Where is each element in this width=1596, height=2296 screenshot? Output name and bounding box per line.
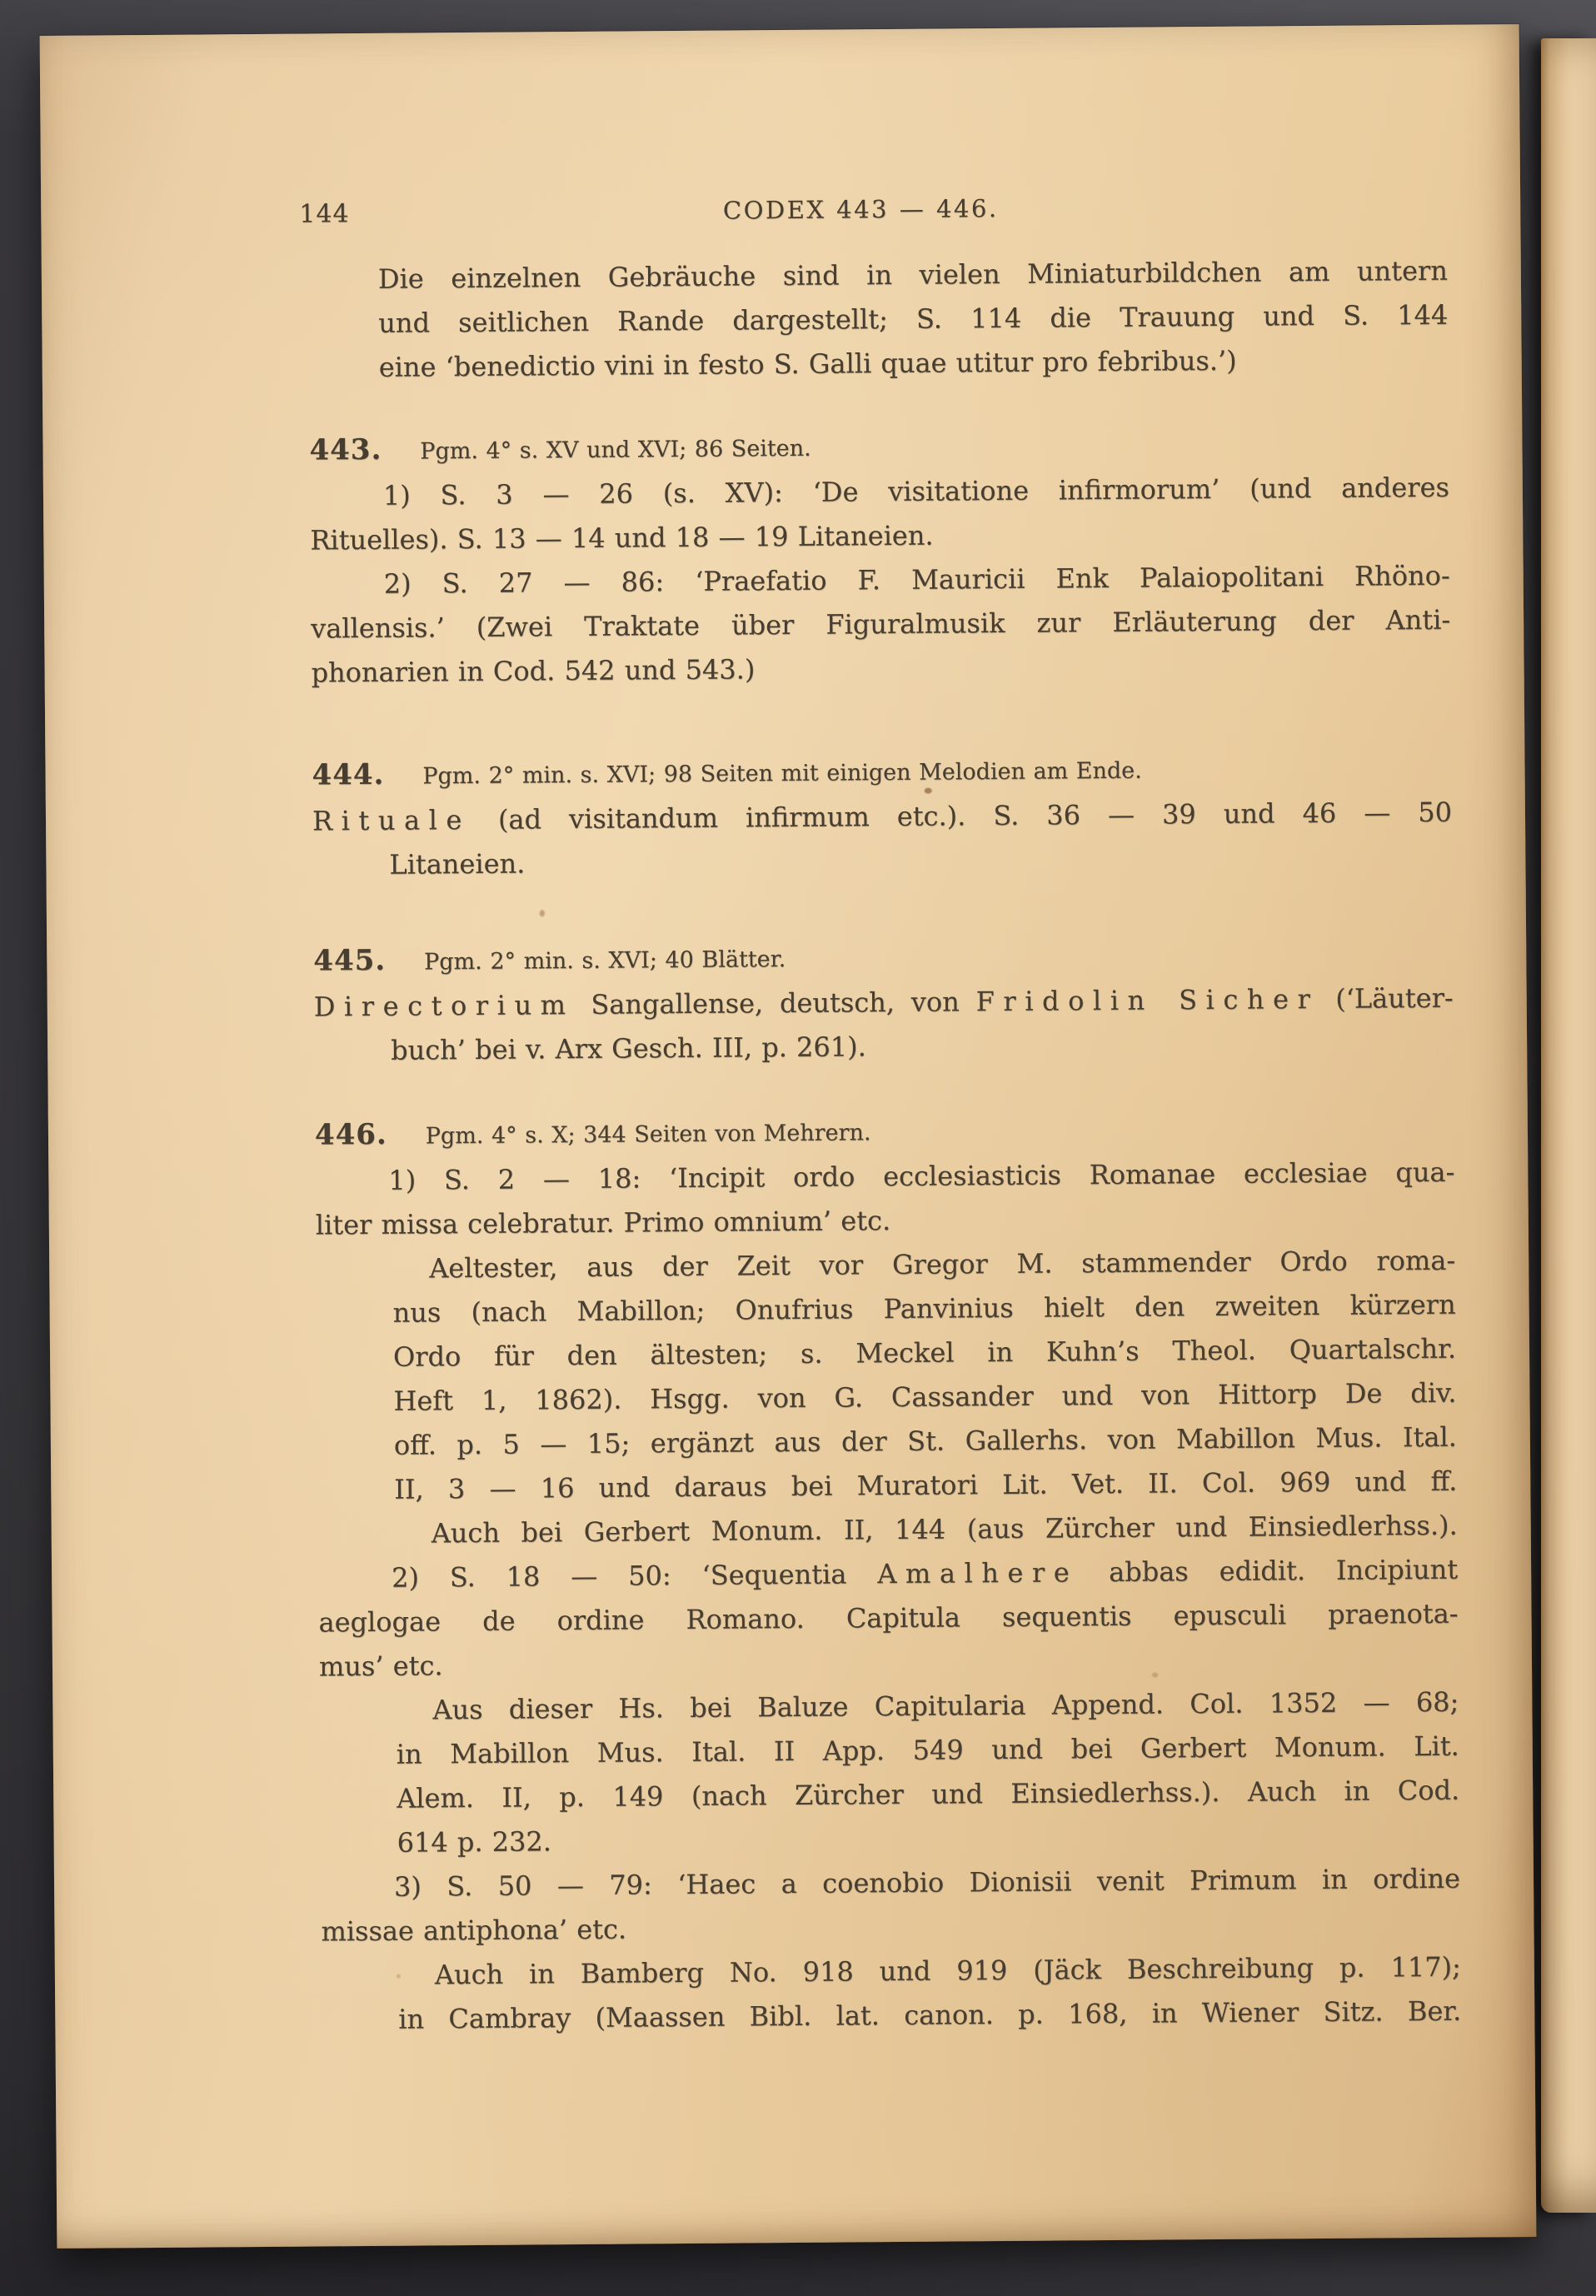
entry-number: 446. (314, 1117, 387, 1152)
text-segment: aeglogae de ordine Romano. Capitula sequentis epusculi praenota- (318, 1597, 1459, 1639)
catalog-entry (309, 420, 1450, 696)
text-line (379, 337, 1449, 390)
text-line (389, 835, 1452, 887)
text-segment: Heft 1, 1862). Hsgg. von G. Cassander und von Hittorp De div. (393, 1376, 1457, 1417)
entry-meta: Pgm. 4° s. X; 344 Seiten von Mehrern. (425, 1120, 871, 1150)
text-line (378, 293, 1448, 346)
page-number: 144 (299, 199, 350, 229)
text-segment: abbas edidit. Incipiunt (1078, 1553, 1459, 1589)
entry-lines (315, 1150, 1461, 2043)
letterspaced-text: Rituale (312, 803, 471, 837)
text-segment: vallensis.’ (Zwei Traktate über Figuralmusik zur Erläuterung der Anti- (311, 603, 1451, 645)
text-line (429, 1239, 1455, 1291)
letterspaced-text: Fridolin Sicher (975, 982, 1319, 1018)
text-line (398, 1989, 1461, 2042)
catalog-entry (312, 745, 1452, 888)
text-segment: Rituelles). S. 13 — 14 und 18 — 19 Litaneien. (310, 519, 934, 557)
text-segment: (ad visitandum infirmum etc.). S. 36 — 39 und 46 — 50 (470, 796, 1453, 836)
text-line (314, 976, 1454, 1030)
text-line (435, 1945, 1461, 1998)
text-line (391, 1021, 1454, 1073)
text-line (383, 466, 1449, 518)
intro-paragraph (308, 249, 1449, 391)
text-segment: 2) S. 27 — 86: ‘Praefatio F. Mauricii Enk Palaiopolitani Rhöno- (383, 559, 1450, 600)
text-line (311, 642, 1450, 696)
text-segment: in Mabillon Mus. Ital. II App. 549 und bei Gerbert Monum. Lit. (396, 1729, 1459, 1770)
text-segment: 614 p. 232. (397, 1825, 552, 1859)
entry-meta: Pgm. 2° min. s. XVI; 98 Seiten mit einigen Melodien am Ende. (422, 757, 1142, 790)
text-segment: nus (nach Mabillon; Onufrius Panvinius hielt den zweiten kürzern (392, 1288, 1456, 1329)
text-line (318, 1592, 1458, 1645)
text-segment: liter missa celebratur. Primo omnium’ etc. (315, 1205, 891, 1241)
text-segment: (‘Läuter- (1319, 981, 1454, 1015)
entry-lines (312, 791, 1453, 888)
entry-number: 445. (313, 943, 387, 978)
entry-meta: Pgm. 2° min. s. XVI; 40 Blätter. (424, 946, 786, 976)
text-segment: mus’ etc. (318, 1650, 443, 1683)
text-line (388, 1150, 1454, 1203)
text-segment: 2) S. 18 — 50: ‘Sequentia (391, 1558, 878, 1594)
text-segment: und seitlichen Rande dargestellt; S. 114 die Trauung und S. 144 (378, 298, 1449, 339)
text-segment: Ordo für den ältesten; s. Meckel in Kuhn’s Theol. Quartalschr. (392, 1332, 1457, 1373)
entry-number: 444. (312, 757, 385, 792)
text-segment: buch’ bei v. Arx Gesch. III, p. 261). (391, 1031, 866, 1066)
page-header (299, 183, 1447, 237)
text-segment: 1) S. 3 — 26 (s. XV): ‘De visitatione infirmorum’ (und anderes (382, 471, 1450, 512)
running-title: CODEX 443 — 446. (722, 193, 999, 225)
text-line (432, 1680, 1459, 1733)
text-segment: missae antiphona’ etc. (321, 1913, 627, 1948)
text-line (397, 1769, 1459, 1821)
entry-lines (314, 976, 1454, 1074)
catalog-entry (315, 1105, 1462, 2043)
text-segment: in Cambray (Maassen Bibl. lat. canon. p. 168, in Wiener Sitz. Ber. (398, 1994, 1462, 2035)
book-page (40, 24, 1537, 2249)
text-segment: II, 3 — 16 und daraus bei Muratori Lit. Vet. II. Col. 969 und ff. (394, 1465, 1458, 1505)
entry-lines (310, 466, 1451, 696)
text-line (312, 791, 1452, 844)
letterspaced-text: Amalhere (877, 1556, 1079, 1590)
text-line (394, 1857, 1460, 1909)
text-segment: Aus dieser Hs. bei Baluze Capitularia Append. Col. 1352 — 68; (432, 1685, 1459, 1726)
catalog-entry (313, 931, 1454, 1074)
page-content (299, 183, 1462, 2043)
text-segment: Alem. II, p. 149 (nach Zürcher und Einsiedlerhss.). Auch in Cod. (397, 1774, 1460, 1814)
text-segment: 1) S. 2 — 18: ‘Incipit ordo ecclesiasticis Romanae ecclesiae qua- (388, 1155, 1455, 1196)
letterspaced-text: Directorium (313, 989, 575, 1023)
text-segment: Aeltester, aus der Zeit vor Gregor M. stammender Ordo roma- (429, 1244, 1456, 1285)
text-segment: off. p. 5 — 15; ergänzt aus der St. Gallerhs. von Mabillon Mus. Ital. (393, 1420, 1458, 1461)
text-segment: Auch in Bamberg No. 918 und 919 (Jäck Beschreibung p. 117); (434, 1950, 1462, 1991)
text-line (311, 598, 1450, 651)
text-segment: phonarien in Cod. 542 und 543.) (311, 653, 756, 689)
text-segment: 3) S. 50 — 79: ‘Haec a coenobio Dionisii venit Primum in ordine (393, 1862, 1461, 1903)
text-line (431, 1504, 1458, 1556)
text-segment: Auch bei Gerbert Monum. II, 144 (aus Zürcher und Einsiedlerhss.). (431, 1509, 1458, 1550)
text-segment: Litaneien. (389, 847, 526, 881)
next-page-edge (1541, 38, 1596, 2213)
text-segment: Die einzelnen Gebräuche sind in vielen Miniaturbildchen am untern (377, 254, 1449, 295)
entry-number: 443. (309, 432, 382, 467)
entry-meta: Pgm. 4° s. XV und XVI; 86 Seiten. (420, 435, 811, 465)
entries (309, 420, 1461, 2043)
text-segment: Sangallense, deutsch, von (574, 986, 976, 1021)
text-segment: eine ‘benedictio vini in festo S. Galli quae utitur pro febribus.’) (378, 344, 1237, 383)
